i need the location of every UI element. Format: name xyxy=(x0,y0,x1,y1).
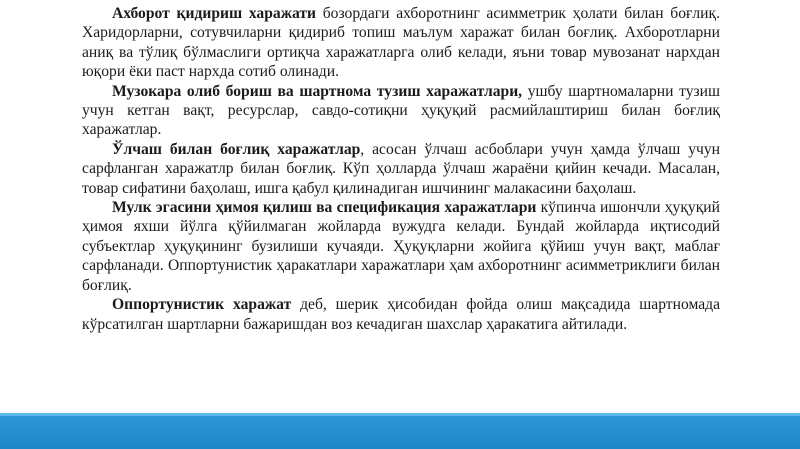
text-info-search-costs: бозордаги ахборотнинг асимметрик ҳолати билан боғлиқ. Харидорларни, сотувчиларни қидириб топиш маълум харажат билан боғлиқ. Ахборотларни аниқ ва тўлиқ бўлмаслиги ортиқча харажатларга олиб келади, яъни товар мувозанат нархдан юқори ёки паст нархда сотиб олинади. xyxy=(82,5,720,81)
text-negotiation-costs: ушбу шартномаларни тузиш учун кетган вақт, ресурслар, савдо-сотиқни ҳуқуқий расмийлаштириш билан боғлиқ харажатлар. xyxy=(82,82,720,139)
text-opportunistic-costs: деб, шерик ҳисобидан фойда олиш мақсадида шартномада кўрсатилган шартларни бажаришдан воз кечадиган шахслар ҳаракатига айтилади. xyxy=(82,296,721,333)
footer-highlight-strip xyxy=(0,413,800,416)
paragraph-info-search-costs xyxy=(82,4,720,82)
term-property-protection-costs: Мулк эгасини ҳимоя қилиш ва спецификация харажатлари xyxy=(112,199,537,217)
text-property-protection-costs: кўпинча ишончли ҳуқуқий ҳимоя яхши йўлга қўйилмаган жойларда вужудга келади. Бундай жойларда иқтисодий субъектлар ҳуқуқининг бузилиши кучаяди. Ҳуқуқларни жойига қўйиш учун вақт, маблағ сарфланади. Оппортунистик ҳаракатлари харажатлари ҳам ахборотнинг асимметриклиги билан боғлиқ. xyxy=(82,199,720,294)
footer-bar xyxy=(0,413,800,449)
body-text xyxy=(82,4,720,334)
term-measurement-costs: Ўлчаш билан боғлиқ харажатлар xyxy=(112,140,361,158)
text-measurement-costs: , асосан ўлчаш асбоблари учун ҳамда ўлчаш учун сарфланган харажатлр билан боғлиқ. Кўп ҳолларда ўлчаш жараёни қийин кечади. Масалан, товар сифатини баҳолаш, ишга қабул қилинадиган ишчининг малакасини баҳолаш. xyxy=(82,140,720,197)
term-info-search-costs: Ахборот қидириш харажати xyxy=(112,5,317,22)
term-opportunistic-costs: Оппортунистик харажат xyxy=(112,296,292,314)
paragraph-opportunistic-costs xyxy=(82,295,720,334)
paragraph-property-protection-costs xyxy=(82,198,720,295)
paragraph-measurement-costs xyxy=(82,140,720,198)
paragraph-negotiation-costs xyxy=(82,82,720,140)
term-negotiation-costs: Музокара олиб бориш ва шартнома тузиш харажатлари, xyxy=(112,82,523,100)
